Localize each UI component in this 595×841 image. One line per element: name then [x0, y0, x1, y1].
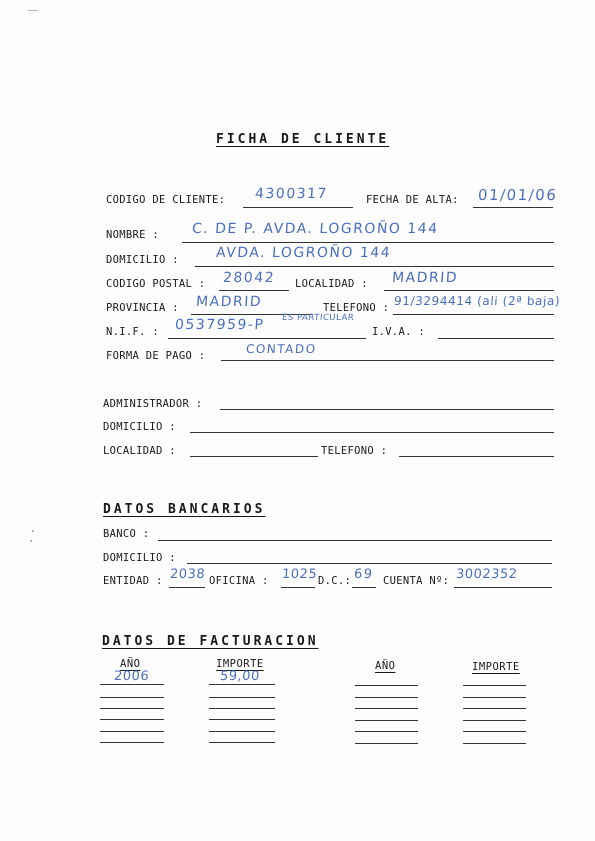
fact-line-importe-1-2 [209, 697, 275, 698]
localidad-label: LOCALIDAD : [295, 278, 368, 290]
admin-domicilio-label: DOMICILIO : [103, 421, 176, 433]
nif-line [168, 338, 366, 339]
domicilio-line [195, 266, 554, 267]
page-title: FICHA DE CLIENTE [216, 132, 390, 147]
datos-bancarios-heading: DATOS BANCARIOS [103, 502, 266, 517]
forma-pago-label: FORMA DE PAGO : [106, 350, 206, 362]
admin-localidad-label: LOCALIDAD : [103, 445, 176, 457]
fact-line-importe-2-4 [463, 720, 526, 721]
oficina-value: 1025 [281, 567, 318, 582]
cuenta-line [454, 587, 552, 588]
entidad-line [169, 587, 205, 588]
scan-mark-left [32, 530, 34, 532]
nombre-value: C. DE P. AVDA. LOGROÑO 144 [191, 221, 440, 237]
banco-line [158, 540, 552, 541]
fact-line-importe-2-6 [463, 743, 526, 744]
forma-pago-value: CONTADO [245, 342, 318, 356]
fact-line-importe-1-1 [209, 684, 275, 685]
oficina-label: OFICINA : [209, 575, 269, 587]
fact-line-ano-1-3 [100, 708, 164, 709]
fact-row-1-ano: 2006 [113, 669, 150, 684]
codigo-cliente-label: CODIGO DE CLIENTE: [106, 194, 226, 206]
administrador-line [220, 409, 554, 410]
iva-label: I.V.A. : [372, 326, 425, 338]
fact-line-ano-2-3 [355, 708, 418, 709]
oficina-line [281, 587, 315, 588]
banco-domicilio-label: DOMICILIO : [103, 552, 176, 564]
fact-line-importe-2-5 [463, 731, 526, 732]
nif-label: N.I.F. : [106, 326, 159, 338]
cuenta-label: CUENTA Nº: [383, 575, 450, 587]
fact-line-importe-1-6 [209, 742, 275, 743]
fact-row-1-importe: 59,00 [219, 669, 261, 684]
iva-line [438, 338, 554, 339]
administrador-label: ADMINISTRADOR : [103, 398, 203, 410]
codigo-postal-value: 28042 [222, 270, 276, 286]
fact-line-importe-1-5 [209, 731, 275, 732]
localidad-value: MADRID [391, 270, 459, 286]
col-importe-2: IMPORTE [472, 661, 520, 673]
col-ano-2: AÑO [375, 660, 396, 672]
telefono-value: 91/3294414 (ali (2ª baja) [393, 294, 561, 308]
codigo-postal-line [219, 290, 289, 291]
fact-line-ano-2-5 [355, 731, 418, 732]
fecha-alta-line [473, 207, 553, 208]
nif-note: ES PARTICULAR [281, 313, 355, 323]
banco-label: BANCO : [103, 528, 150, 540]
fact-line-ano-1-5 [100, 731, 164, 732]
dc-value: 69 [353, 567, 375, 582]
domicilio-value: AVDA. LOGROÑO 144 [215, 245, 392, 261]
domicilio-label: DOMICILIO : [106, 254, 179, 266]
fecha-alta-value: 01/01/06 [477, 186, 559, 204]
codigo-cliente-value: 4300317 [254, 186, 329, 202]
fact-line-ano-2-1 [355, 685, 418, 686]
fact-line-ano-2-2 [355, 697, 418, 698]
fact-line-ano-1-2 [100, 697, 164, 698]
cuenta-value: 3002352 [455, 567, 518, 582]
entidad-value: 2038 [169, 567, 206, 582]
nif-value: 0537959-P [174, 317, 265, 333]
forma-pago-line [221, 360, 554, 361]
datos-facturacion-heading: DATOS DE FACTURACION [102, 634, 319, 649]
nombre-line [182, 242, 554, 243]
banco-domicilio-line [187, 563, 552, 564]
telefono-line [393, 314, 554, 315]
col-importe-1: IMPORTE [216, 658, 264, 670]
scan-mark-left-2 [30, 540, 32, 542]
dc-label: D.C.: [318, 575, 352, 587]
dc-line [352, 587, 376, 588]
fact-line-ano-1-1 [100, 684, 164, 685]
entidad-label: ENTIDAD : [103, 575, 163, 587]
admin-domicilio-line [190, 432, 554, 433]
admin-localidad-line [190, 456, 318, 457]
scan-mark-top [28, 10, 38, 11]
fact-line-ano-1-4 [100, 719, 164, 720]
provincia-label: PROVINCIA : [106, 302, 179, 314]
codigo-postal-label: CODIGO POSTAL : [106, 278, 206, 290]
fact-line-importe-2-3 [463, 708, 526, 709]
fact-line-importe-1-3 [209, 708, 275, 709]
admin-telefono-line [399, 456, 554, 457]
fecha-alta-label: FECHA DE ALTA: [366, 194, 459, 206]
fact-line-ano-2-4 [355, 720, 418, 721]
fact-line-importe-2-1 [463, 685, 526, 686]
fact-line-importe-1-4 [209, 719, 275, 720]
admin-telefono-label: TELEFONO : [321, 445, 388, 457]
provincia-value: MADRID [195, 294, 263, 310]
localidad-line [384, 290, 554, 291]
fact-line-importe-2-2 [463, 697, 526, 698]
fact-line-ano-1-6 [100, 742, 164, 743]
telefono-label: TELEFONO : [323, 302, 390, 314]
codigo-cliente-line [243, 207, 353, 208]
fact-line-ano-2-6 [355, 743, 418, 744]
nombre-label: NOMBRE : [106, 229, 159, 241]
col-ano-1: AÑO [120, 658, 141, 670]
